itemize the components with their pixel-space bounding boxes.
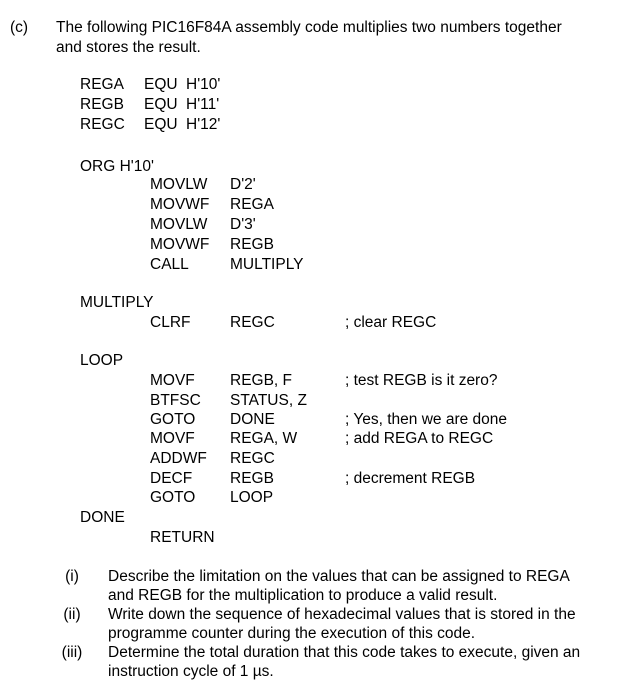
org-directive: ORG H'10' <box>80 158 154 175</box>
subquestion-line: Write down the sequence of hexadecimal values that is stored in the <box>108 606 576 623</box>
operand: LOOP <box>230 489 274 506</box>
opcode: MOVLW <box>150 216 208 233</box>
equ-directive: EQU <box>144 76 178 93</box>
question-intro-line-2: and stores the result. <box>56 39 201 56</box>
opcode: MOVWF <box>150 196 210 213</box>
subquestion-line: instruction cycle of 1 µs. <box>108 663 274 680</box>
equ-value: H'12' <box>186 116 221 133</box>
code-comment: ; test REGB is it zero? <box>345 372 498 389</box>
equ-name: REGC <box>80 116 125 133</box>
code-comment: ; decrement REGB <box>345 470 476 487</box>
subquestion-number: (i) <box>65 568 79 585</box>
equ-name: REGB <box>80 96 124 113</box>
operand: D'3' <box>230 216 256 233</box>
equ-value: H'11' <box>186 96 220 113</box>
subquestion-number: (ii) <box>63 606 81 623</box>
operand: STATUS, Z <box>230 392 307 409</box>
operand: REGA <box>230 196 274 213</box>
opcode: MOVLW <box>150 176 208 193</box>
opcode: MOVF <box>150 430 195 447</box>
subquestion-line: and REGB for the multiplication to produce a valid result. <box>108 587 498 604</box>
opcode: RETURN <box>150 529 215 546</box>
done-label: DONE <box>80 509 125 526</box>
opcode: CALL <box>150 256 189 273</box>
opcode: DECF <box>150 470 193 487</box>
operand: REGA, W <box>230 430 298 447</box>
operand: REGB <box>230 236 274 253</box>
operand: REGB, F <box>230 372 293 389</box>
code-comment: ; add REGA to REGC <box>345 430 494 447</box>
equ-directive: EQU <box>144 96 178 113</box>
opcode: GOTO <box>150 411 196 428</box>
opcode: CLRF <box>150 314 191 331</box>
code-comment: ; clear REGC <box>345 314 437 331</box>
equ-value: H'10' <box>186 76 221 93</box>
operand: REGC <box>230 314 275 331</box>
subquestion-line: Determine the total duration that this code takes to execute, given an <box>108 644 581 661</box>
code-comment: ; Yes, then we are done <box>345 411 508 428</box>
loop-label: LOOP <box>80 352 124 369</box>
operand: MULTIPLY <box>230 256 304 273</box>
opcode: MOVWF <box>150 236 210 253</box>
operand: REGB <box>230 470 274 487</box>
opcode: ADDWF <box>150 450 207 467</box>
operand: DONE <box>230 411 275 428</box>
equ-name: REGA <box>80 76 124 93</box>
opcode: GOTO <box>150 489 196 506</box>
operand: REGC <box>230 450 275 467</box>
opcode: MOVF <box>150 372 195 389</box>
subquestion-line: Describe the limitation on the values that can be assigned to REGA <box>108 568 570 585</box>
opcode: BTFSC <box>150 392 201 409</box>
subquestion-line: programme counter during the execution of this code. <box>108 625 476 642</box>
equ-directive: EQU <box>144 116 178 133</box>
subquestion-number: (iii) <box>61 644 83 661</box>
operand: D'2' <box>230 176 256 193</box>
question-label: (c) <box>10 19 29 36</box>
multiply-label: MULTIPLY <box>80 294 154 311</box>
question-intro-line-1: The following PIC16F84A assembly code multiplies two numbers together <box>56 19 562 36</box>
